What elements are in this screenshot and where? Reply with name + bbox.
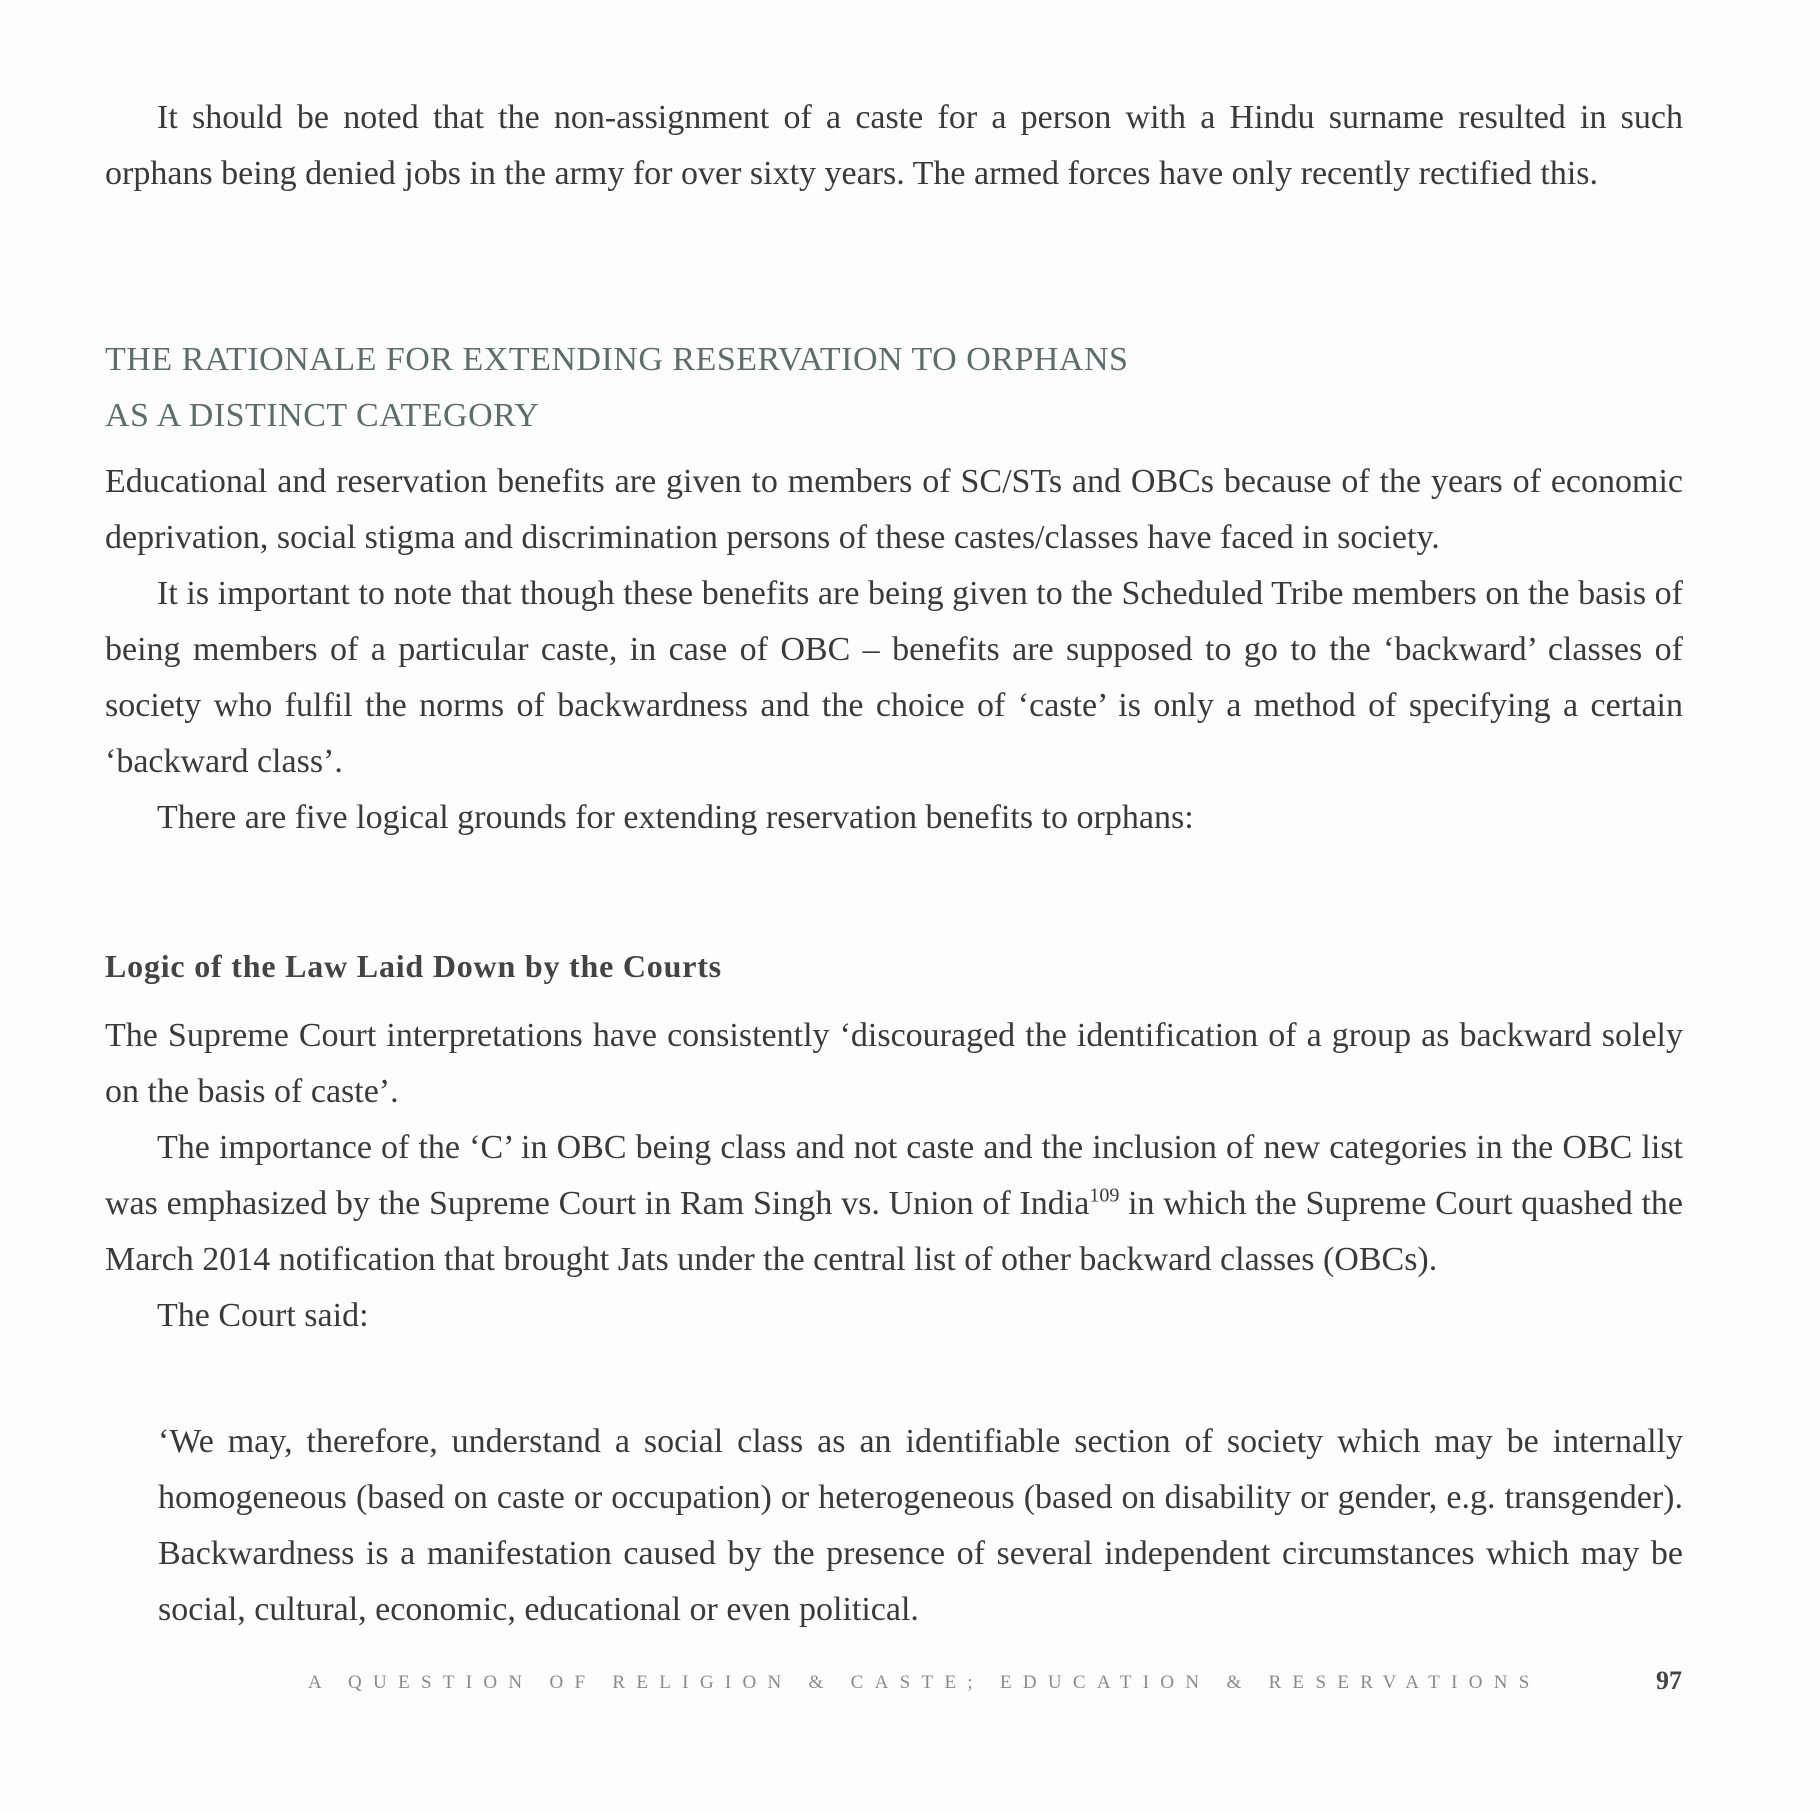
section-heading-line-1: THE RATIONALE FOR EXTENDING RESERVATION TO ORPHANS <box>105 341 1129 378</box>
footnote-reference: 109 <box>1089 1184 1120 1207</box>
subsection-paragraph-3: The Court said: <box>157 1297 369 1334</box>
page-number: 97 <box>1656 1666 1682 1695</box>
section-paragraph-1: Educational and reservation benefits are given to members of SC/STs and OBCs because of the years of economic deprivation, social stigma and discrimination persons of these castes/classes have faced in society. <box>105 463 1683 556</box>
subsection-heading: Logic of the Law Laid Down by the Courts <box>105 948 722 984</box>
quote-text: ‘We may, therefore, understand a social class as an identifiable section of society which may be internally homogeneous (based on caste or occupation) or heterogeneous (based on disability or gender, e.g. transgender). Backwardness is a manifestation caused by the presence of several independent circumstances which may be social, cultural, economic, educational or even political. <box>158 1423 1683 1628</box>
page-footer <box>0 1666 1820 1712</box>
block-quote <box>158 1414 1683 1638</box>
subsection-body <box>105 1008 1683 1344</box>
subsection-paragraph-1: The Supreme Court interpretations have consistently ‘discouraged the identification of a group as backward solely on the basis of caste’. <box>105 1017 1683 1110</box>
intro-section <box>105 90 1683 202</box>
section-paragraph-2: It is important to note that though these benefits are being given to the Scheduled Tribe members on the basis of being members of a particular caste, in case of OBC – benefits are supposed to go to the ‘backward’ classes of society who fulfil the norms of backwardness and the choice of ‘caste’ is only a method of specifying a certain ‘backward class’. <box>105 575 1683 780</box>
subsection-paragraph-2 <box>105 1120 1683 1288</box>
intro-paragraph: It should be noted that the non-assignment of a caste for a person with a Hindu surname resulted in such orphans being denied jobs in the army for over sixty years. The armed forces have only recently rectified this. <box>105 99 1683 192</box>
section-paragraph-3: There are five logical grounds for extending reservation benefits to orphans: <box>157 799 1194 836</box>
paragraph-2-text-end: in which the Supreme Court quashed the March 2014 notification that brought Jats under the central list of other backward classes (OBCs). <box>105 1185 1683 1278</box>
running-title: A QUESTION OF RELIGION & CASTE; EDUCATION & RESERVATIONS <box>308 1672 1541 1693</box>
section-heading-line-2: AS A DISTINCT CATEGORY <box>105 397 540 434</box>
section-body <box>105 454 1683 846</box>
section-heading <box>105 332 1128 444</box>
paragraph-2-text-start: The importance of the ‘C’ in OBC being class and not caste and the inclusion of new categories in the OBC list was emphasized by the Supreme Court in Ram Singh vs. Union of India <box>105 1129 1683 1222</box>
